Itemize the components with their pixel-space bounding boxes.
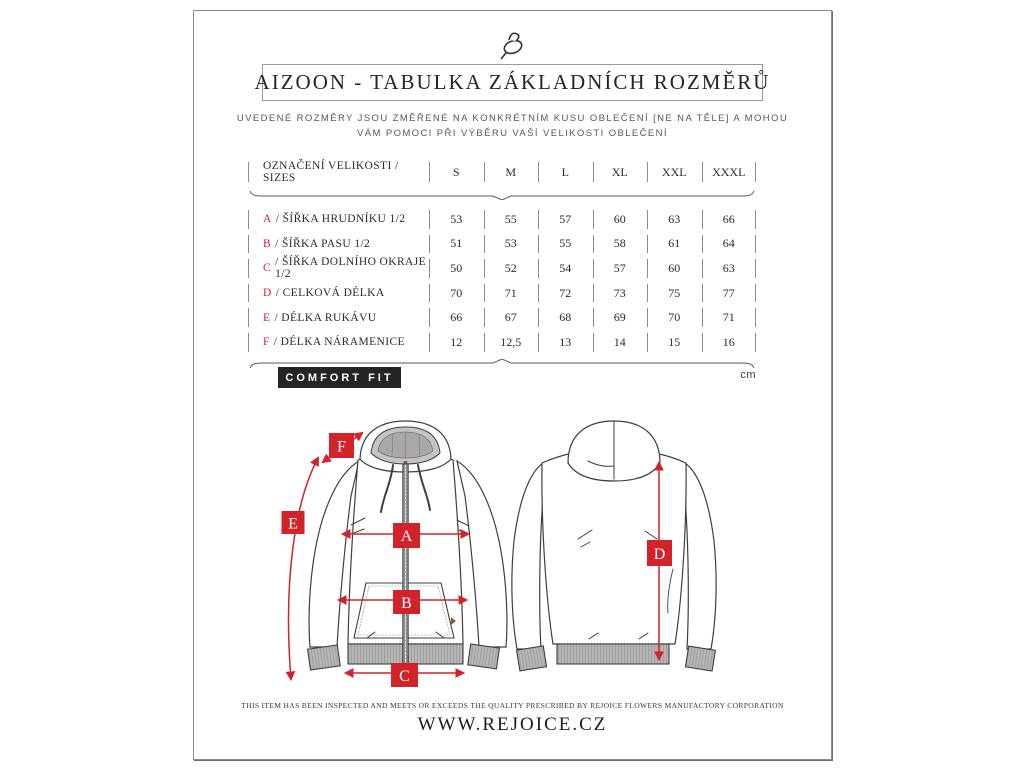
title-box — [254, 64, 771, 101]
label-c: C — [399, 668, 410, 685]
header-divider-rule — [248, 190, 756, 200]
measure-letter: C — [263, 262, 272, 275]
table-row — [248, 330, 756, 355]
value-cell: 75 — [647, 281, 702, 306]
value-cell: 70 — [647, 305, 702, 330]
size-col-s: S — [429, 159, 484, 185]
value-cell: 52 — [484, 256, 539, 281]
value-cell: 71 — [484, 281, 539, 306]
table-row — [248, 232, 756, 257]
label-d: D — [653, 546, 666, 563]
value-cell: 60 — [593, 207, 648, 232]
unit-label: cm — [740, 369, 756, 381]
label-a: A — [400, 528, 413, 545]
subtitle-line-2: VÁM POMOCI PŘI VÝBĚRU VAŠÍ VELIKOSTI OBLEČENÍ — [357, 128, 668, 139]
measure-letter: E — [263, 311, 271, 324]
measure-name: / ŠÍŘKA HRUDNÍKU 1/2 — [275, 213, 406, 226]
measure-letter: B — [263, 237, 272, 250]
value-cell: 14 — [593, 330, 648, 355]
value-cell: 72 — [538, 281, 593, 306]
size-col-l: L — [538, 159, 593, 185]
measure-name: / ŠÍŘKA PASU 1/2 — [275, 237, 371, 250]
value-cell: 13 — [538, 330, 593, 355]
measure-letter: D — [263, 287, 272, 300]
table-row — [248, 256, 756, 281]
table-row — [248, 305, 756, 330]
page-title: AIZOON - TABULKA ZÁKLADNÍCH ROZMĚRŮ — [254, 70, 771, 94]
value-cell: 64 — [702, 232, 757, 257]
header-label: OZNAČENÍ VELIKOSTI / SIZES — [248, 159, 429, 185]
measure-name: / DÉLKA NÁRAMENICE — [273, 336, 405, 349]
hoodie-back-view — [512, 421, 716, 671]
value-cell: 63 — [647, 207, 702, 232]
label-e: E — [288, 515, 298, 533]
value-cell: 68 — [538, 305, 593, 330]
measure-letter: F — [263, 336, 270, 349]
website-url: WWW.REJOICE.CZ — [417, 714, 608, 735]
size-table — [248, 159, 756, 185]
value-cell: 16 — [702, 330, 757, 355]
size-col-xxxl: XXXL — [702, 159, 757, 185]
value-cell: 15 — [647, 330, 702, 355]
value-cell: 67 — [484, 305, 539, 330]
value-cell: 55 — [538, 232, 593, 257]
value-cell: 66 — [429, 305, 484, 330]
value-cell: 63 — [702, 256, 757, 281]
comfort-fit-badge: COMFORT FIT — [278, 367, 401, 388]
value-cell: 73 — [593, 281, 648, 306]
size-table-header — [248, 159, 756, 185]
subtitle-line-1: UVEDENÉ ROZMĚRY JSOU ZMĚŘENÉ NA KONKRÉTNÍM KUSU OBLEČENÍ [NE NA TĚLE] A MOHOU — [236, 113, 789, 124]
size-col-xxl: XXL — [647, 159, 702, 185]
label-f: F — [337, 438, 346, 456]
size-col-xl: XL — [593, 159, 648, 185]
measure-letter: A — [263, 213, 272, 226]
value-cell: 50 — [429, 256, 484, 281]
value-cell: 61 — [647, 232, 702, 257]
value-cell: 60 — [647, 256, 702, 281]
size-chart-sheet — [193, 10, 832, 760]
size-col-m: M — [484, 159, 539, 185]
value-cell: 53 — [484, 232, 539, 257]
quality-note: THIS ITEM HAS BEEN INSPECTED AND MEETS OR EXCEEDS THE QUALITY PRESCRIBED BY REJOICE FLOWERS MANUFACTORY CORPORATION — [241, 701, 784, 710]
table-row — [248, 207, 756, 232]
value-cell: 70 — [429, 281, 484, 306]
value-cell: 12,5 — [484, 330, 539, 355]
value-cell: 53 — [429, 207, 484, 232]
measure-name: / DÉLKA RUKÁVU — [274, 311, 377, 324]
table-row — [248, 281, 756, 306]
size-table-body — [248, 207, 756, 355]
subtitle — [194, 111, 831, 141]
value-cell: 58 — [593, 232, 648, 257]
value-cell: 66 — [702, 207, 757, 232]
value-cell: 57 — [593, 256, 648, 281]
value-cell: 57 — [538, 207, 593, 232]
label-b: B — [401, 595, 412, 612]
value-cell: 51 — [429, 232, 484, 257]
hoodie-measure-diagram — [281, 401, 791, 711]
value-cell: 55 — [484, 207, 539, 232]
value-cell: 77 — [702, 281, 757, 306]
measure-name: / ŠÍŘKA DOLNÍHO OKRAJE 1/2 — [275, 256, 427, 281]
flower-bud-icon — [494, 26, 530, 64]
value-cell: 54 — [538, 256, 593, 281]
value-cell: 71 — [702, 305, 757, 330]
value-cell: 69 — [593, 305, 648, 330]
value-cell: 12 — [429, 330, 484, 355]
measure-name: / CELKOVÁ DÉLKA — [275, 287, 385, 300]
